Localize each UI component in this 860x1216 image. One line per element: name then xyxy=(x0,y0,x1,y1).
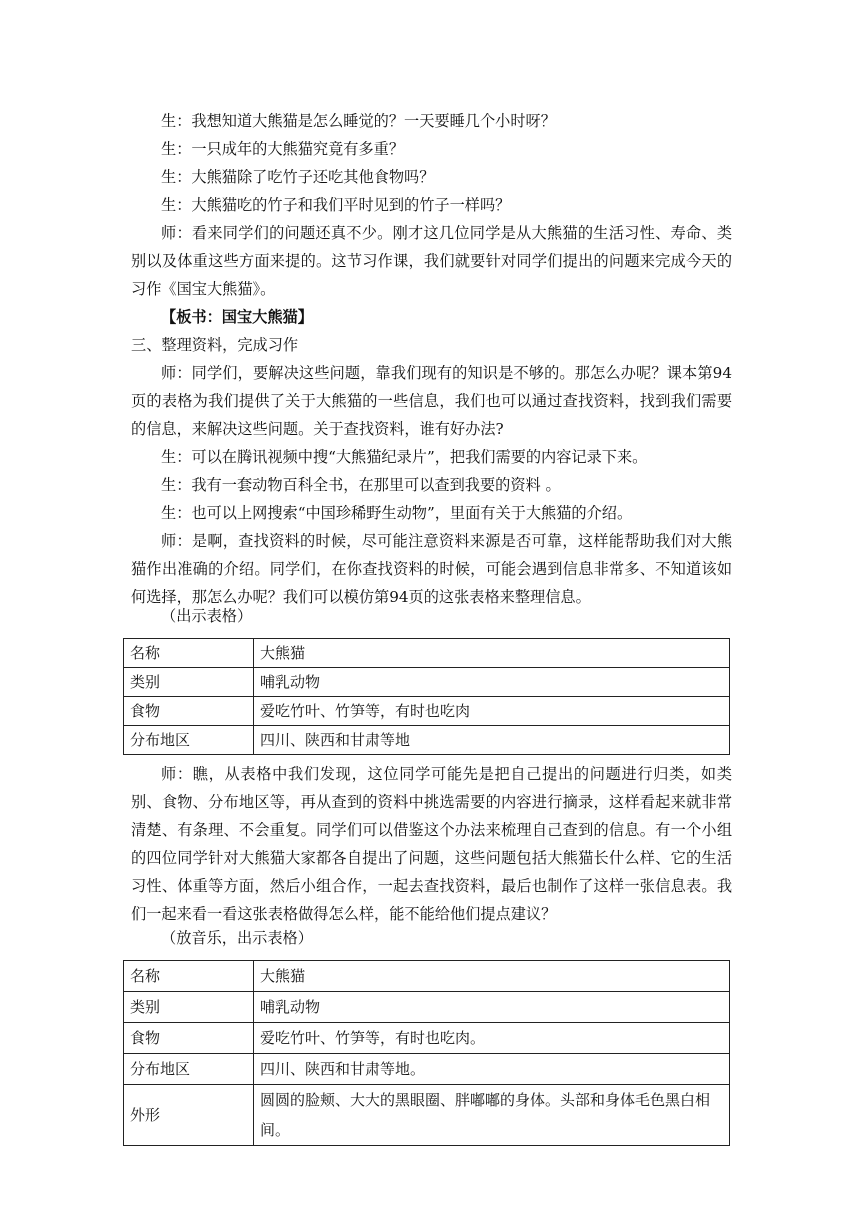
table-cell-key: 分布地区 xyxy=(124,726,254,755)
table-cell-value: 大熊猫 xyxy=(254,639,730,668)
table-cell-key: 分布地区 xyxy=(124,1054,254,1085)
table-cell-value: 圆圆的脸颊、大大的黑眼圈、胖嘟嘟的身体。头部和身体毛色黑白相间。 xyxy=(254,1085,730,1146)
paragraph-student-sleep: 生：我想知道大熊猫是怎么睡觉的？一天要睡几个小时呀？ xyxy=(161,112,556,130)
table-cell-key: 食物 xyxy=(124,697,254,726)
show-table-note: （出示表格） xyxy=(161,607,253,625)
paragraph-student-weight: 生：一只成年的大熊猫究竟有多重？ xyxy=(161,140,404,158)
table-row xyxy=(124,697,730,726)
table-row xyxy=(124,668,730,697)
table-cell-key: 食物 xyxy=(124,1023,254,1054)
info-table-2 xyxy=(123,960,730,1146)
table-row xyxy=(124,639,730,668)
paragraph-student-bamboo: 生：大熊猫吃的竹子和我们平时见到的竹子一样吗？ xyxy=(161,196,511,214)
table-cell-key: 类别 xyxy=(124,668,254,697)
paragraph-student-encyclopedia: 生：我有一套动物百科全书，在那里可以查到我要的资料 。 xyxy=(161,476,561,494)
table-cell-value: 大熊猫 xyxy=(254,961,730,992)
table-row xyxy=(124,992,730,1023)
table-cell-value: 四川、陕西和甘肃等地。 xyxy=(254,1054,730,1085)
paragraph-teacher-sources: 师：是啊，查找资料的时候，尽可能注意资料来源是否可靠，这样能帮助我们对大熊猫作出准确的介绍。同学们，在你查找资料的时候，可能会遇到信息非常多、不知道该如何选择，那怎么办呢？我们可以模仿第94页的这张表格来整理信息。 xyxy=(131,532,732,606)
paragraph-student-online: 生：也可以上网搜索“中国珍稀野生动物”，里面有关于大熊猫的介绍。 xyxy=(161,504,633,522)
paragraph-teacher-research: 师：同学们，要解决这些问题，靠我们现有的知识是不够的。那怎么办呢？课本第94页的表格为我们提供了关于大熊猫的一些信息，我们也可以通过查找资料，找到我们需要的信息，来解决这些问题。关于查找资料，谁有好办法? xyxy=(131,364,732,438)
table-row xyxy=(124,726,730,755)
table-cell-key: 外形 xyxy=(124,1085,254,1146)
table-cell-key: 名称 xyxy=(124,961,254,992)
paragraph-teacher-summary: 师：看来同学们的问题还真不少。刚才这几位同学是从大熊猫的生活习性、寿命、类别以及体重这些方面来提的。这节习作课，我们就要针对同学们提出的问题来完成今天的习作《国宝大熊猫》。 xyxy=(131,224,732,298)
paragraph-teacher-analysis: 师：瞧，从表格中我们发现，这位同学可能先是把自己提出的问题进行归类，如类别、食物、分布地区等，再从查到的资料中挑选需要的内容进行摘录，这样看起来就非常清楚、有条理、不会重复。同学们可以借鉴这个办法来梳理自己查到的信息。有一个小组的四位同学针对大熊猫大家都各自提出了问题，这些问题包括大熊猫长什么样、它的生活习性、体重等方面，然后小组合作，一起去查找资料，最后也制作了这样一张信息表。我们一起来看一看这张表格做得怎么样，能不能给他们提点建议？ xyxy=(131,765,732,923)
table-row xyxy=(124,1023,730,1054)
table-cell-value: 四川、陕西和甘肃等地 xyxy=(254,726,730,755)
table-cell-value: 哺乳动物 xyxy=(254,992,730,1023)
info-table-1 xyxy=(123,638,730,755)
table-cell-value: 哺乳动物 xyxy=(254,668,730,697)
music-table-note: （放音乐，出示表格） xyxy=(161,929,313,947)
blackboard-note: 【板书：国宝大熊猫】 xyxy=(161,308,313,326)
section-heading: 三、整理资料，完成习作 xyxy=(131,336,299,354)
table-row xyxy=(124,1085,730,1146)
table-row xyxy=(124,1054,730,1085)
paragraph-student-video: 生：可以在腾讯视频中搜“大熊猫纪录片”，把我们需要的内容记录下来。 xyxy=(161,448,648,466)
table-cell-key: 名称 xyxy=(124,639,254,668)
table-cell-value: 爱吃竹叶、竹笋等，有时也吃肉 xyxy=(254,697,730,726)
table-row xyxy=(124,961,730,992)
table-cell-key: 类别 xyxy=(124,992,254,1023)
paragraph-student-food: 生：大熊猫除了吃竹子还吃其他食物吗？ xyxy=(161,168,435,186)
table-cell-value: 爱吃竹叶、竹笋等，有时也吃肉。 xyxy=(254,1023,730,1054)
